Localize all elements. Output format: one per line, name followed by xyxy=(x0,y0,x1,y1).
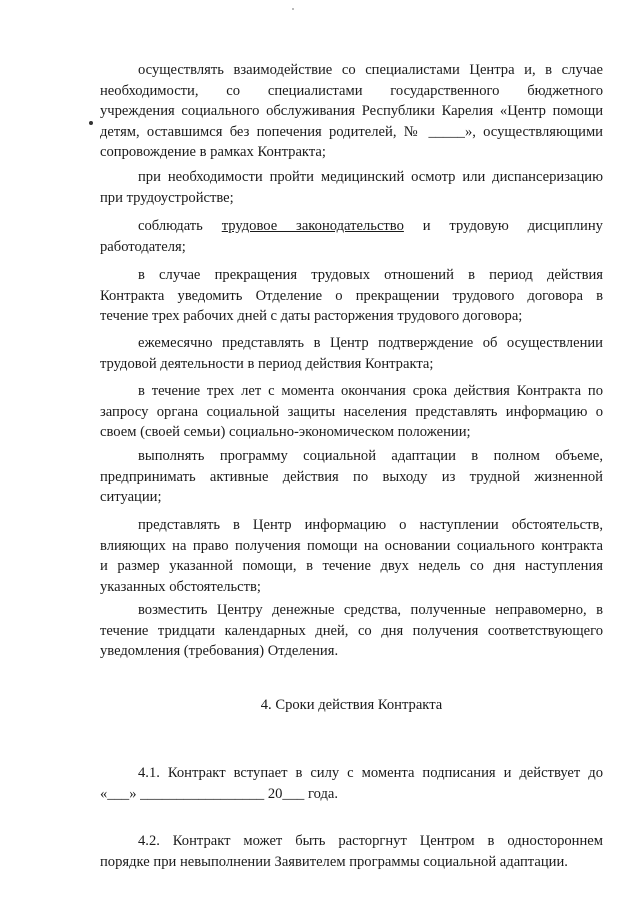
text-line: при трудоустройстве; xyxy=(100,189,234,206)
text-fragment: соблюдать xyxy=(138,218,203,234)
paragraph-circumstances xyxy=(100,515,603,597)
text-line: влияющих на право получения помощи на основании социального контракта xyxy=(100,537,603,554)
paragraph-three-years xyxy=(100,381,603,443)
paragraph-monthly-report xyxy=(100,333,603,374)
text-line: трудовой деятельности в период действия Контракта; xyxy=(100,355,434,372)
section-heading: 4. Сроки действия Контракта xyxy=(260,697,443,713)
paragraph-termination xyxy=(100,265,603,327)
text-line: течение тридцати календарных дней, со дня получения соответствующего xyxy=(100,622,603,639)
text-line: в случае прекращения трудовых отношений в период действия xyxy=(138,267,603,283)
text-line: необходимости, со специалистами государственного бюджетного xyxy=(100,82,603,99)
text-line: работодателя; xyxy=(100,238,186,255)
text-line: в течение трех лет с момента окончания срока действия Контракта по xyxy=(138,383,603,399)
text-line: 4.1. Контракт вступает в силу с момента подписания и действует до xyxy=(138,765,603,781)
clause-4-2 xyxy=(100,831,603,872)
text-line: ситуации; xyxy=(100,489,162,505)
text-line: ежемесячно представлять в Центр подтверждение об осуществлении xyxy=(138,335,603,351)
scan-dot xyxy=(89,121,93,125)
text-line xyxy=(100,216,603,237)
text-line: и размер указанной помощи, в течение двух недель со дня наступления xyxy=(100,558,603,574)
text-line: выполнять программу социальной адаптации в полном объеме, xyxy=(138,448,603,464)
paragraph-medical xyxy=(100,167,603,208)
text-fragment: и трудовую дисциплину xyxy=(422,218,603,234)
text-line: уведомления (требования) Отделения. xyxy=(100,643,339,659)
labor-law-link-text: трудовое законодательство xyxy=(221,218,404,234)
text-line: при необходимости пройти медицинский осмотр или диспансеризацию xyxy=(138,169,603,185)
paragraph-adaptation-program xyxy=(100,446,603,508)
text-line: возместить Центру денежные средства, полученные неправомерно, в xyxy=(138,602,603,618)
text-line: запросу органа социальной защиты населения представлять информацию о xyxy=(100,403,603,420)
text-line: предпринимать активные действия по выходу из трудной жизненной xyxy=(100,468,603,485)
text-line: Контракта уведомить Отделение о прекращении трудового договора в xyxy=(100,287,603,304)
text-line: порядке при невыполнении Заявителем программы социальной адаптации. xyxy=(100,853,568,870)
paragraph-refund xyxy=(100,600,603,662)
text-line: учреждения социального обслуживания Республики Карелия «Центр помощи xyxy=(100,103,603,119)
text-line: сопровождение в рамках Контракта; xyxy=(100,144,326,160)
text-line: осуществлять взаимодействие со специалистами Центра и, в случае xyxy=(138,62,603,78)
text-line: «___» _________________ 20___ года. xyxy=(100,785,339,802)
text-line: течение трех рабочих дней с даты расторжения трудового договора; xyxy=(100,308,523,324)
paragraph-interaction xyxy=(100,60,603,163)
paragraph-labor-law xyxy=(100,216,603,257)
clause-4-1 xyxy=(100,763,603,804)
scan-speck xyxy=(292,8,294,10)
text-line: указанных обстоятельств; xyxy=(100,578,261,595)
text-line: представлять в Центр информацию о наступлении обстоятельств, xyxy=(138,517,603,533)
text-line: детям, оставшимся без попечения родителей, № _____», осуществляющими xyxy=(100,123,603,140)
text-line: 4.2. Контракт может быть расторгнут Центром в одностороннем xyxy=(138,833,603,849)
text-line: своем (своей семьи) социально-экономическом положении; xyxy=(100,424,471,440)
